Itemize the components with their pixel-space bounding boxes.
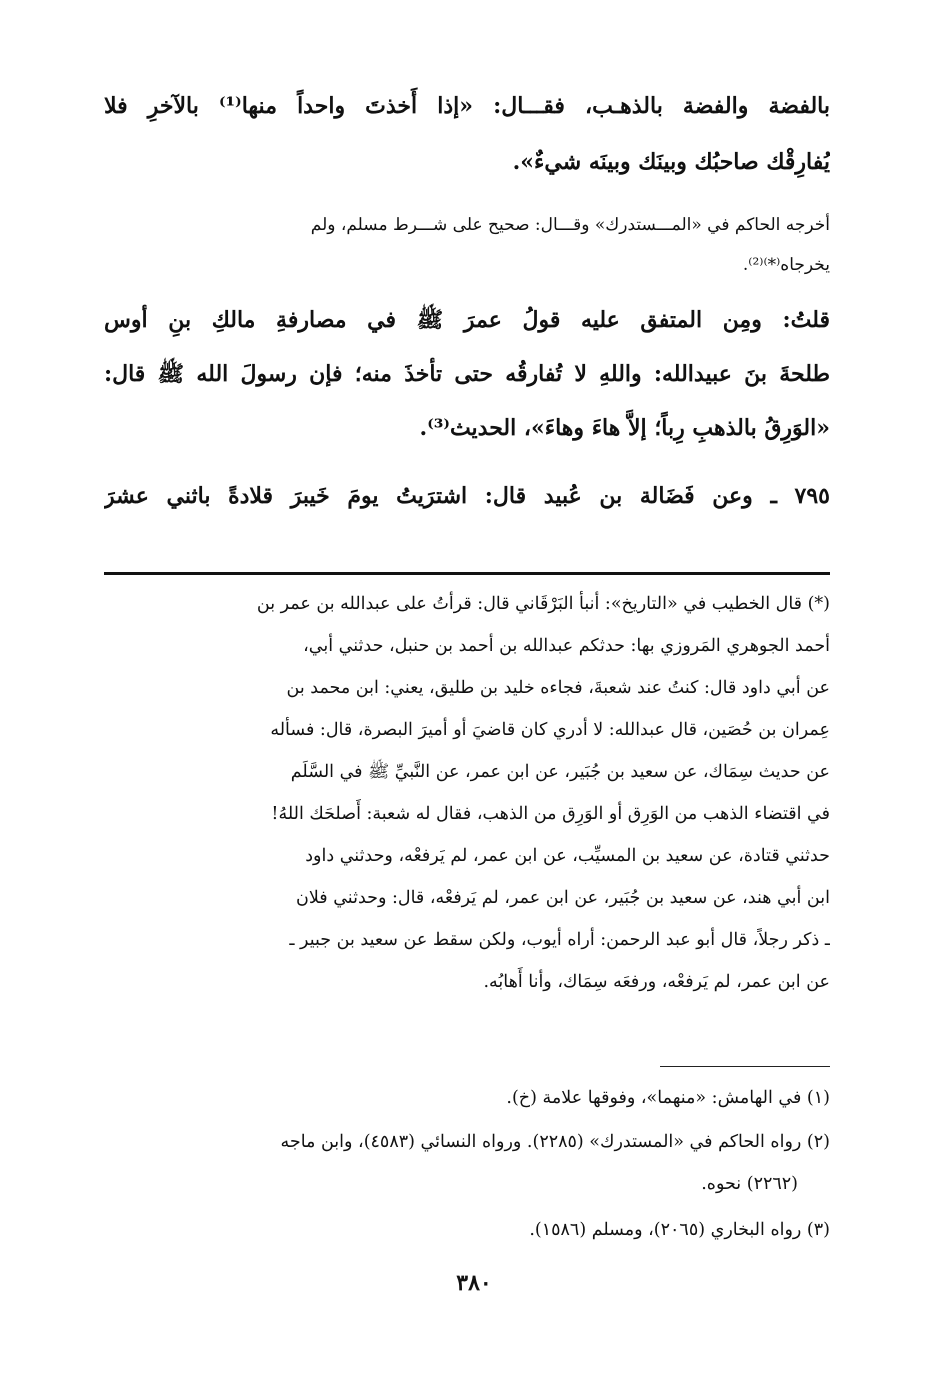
page-number: ٣٨٠ xyxy=(456,1270,492,1296)
footnote-2-continued: (٢٢٦٢) نحوه. xyxy=(701,1174,798,1194)
main-line: يُفارِقْك صاحبُك وبينَك وبينَه شيءٌ». xyxy=(512,149,830,175)
source-note xyxy=(104,206,830,286)
note-line: (*) قال الخطيب في «التاريخ»: أنبأ البَرْقَاني قال: قرأتُ على عبدالله بن عمر بن xyxy=(256,594,830,614)
section-divider xyxy=(104,572,830,575)
source-line: يخرجاه⁽*⁾⁽²⁾. xyxy=(742,255,830,275)
note-line: عن ابن عمر، لم يَرفعْه، ورفعَه سِمَاك، وأنا أَهابُه. xyxy=(483,972,830,992)
footnote-1: (١) في الهامش: «منهما»، وفوقها علامة (خ). xyxy=(506,1088,830,1108)
hadith-number-line: ٧٩٥ ـ وعن فَضَالة بن عُبيد قال: اشترَيتُ يومَ خَيبرَ قلادةً باثني عشرَ xyxy=(104,483,830,509)
note-line: عن أبي داود قال: كنتُ عند شعبةَ، فجاءه خليد بن طليق، يعني: ابن محمد بن xyxy=(286,678,830,698)
source-line: أخرجه الحاكم في «المـــستدرك» وقـــال: صحيح على شـــرط مسلم، ولم xyxy=(310,215,830,235)
main-line: بالفضة والفضة بالذهـب، فقـــال: «إذا أَخذتَ واحداً منها⁽¹⁾ بالآخرِ فلا xyxy=(104,93,830,119)
note-line: عن حديث سِمَاك، عن سعيد بن جُبَير، عن ابن عمر، عن النَّبيِّ ﷺ في السَّلَم xyxy=(290,762,830,782)
main-text xyxy=(104,78,830,206)
note-line: أحمد الجوهري المَروزي بها: حدثكم عبدالله بن أحمد بن حنبل، حدثني أبي، xyxy=(303,636,830,656)
note-line: حدثني قتادة، عن سعيد بن المسيِّب، عن ابن عمر، لم يَرفعْه، وحدثني داود xyxy=(305,846,830,866)
main-text-continued xyxy=(104,292,830,542)
note-line: عِمران بن حُصَين، قال عبدالله: لا أدري كان قاضيَ أو أميرَ البصرة، قال: فسأله xyxy=(270,720,830,740)
footnote-2: (٢) رواه الحاكم في «المستدرك» (٢٢٨٥). ورواه النسائي (٤٥٨٣)، وابن ماجه xyxy=(280,1132,830,1152)
main-line: طلحةَ بنَ عبيدالله: واللهِ لا تُفارقُه حتى تأخذَ منه؛ فإن رسولَ الله ﷺ قال: xyxy=(104,361,830,387)
note-line: في اقتضاء الذهب من الوَرِق أو الوَرِق من الذهب، فقال له شعبة: أَصلحَك اللهُ! xyxy=(271,804,830,824)
main-line: قلتُ: ومِن المتفق عليه قولُ عمرَ ﷺ في مصارفةِ مالكِ بنِ أوس xyxy=(104,307,830,333)
note-line: ـ ذكر رجلاً، قال أبو عبد الرحمن: أراه أيوب، ولكن سقط عن سعيد بن جبير ـ xyxy=(289,930,830,950)
main-line: «الوَرِقُ بالذهبِ رِباً؛ إلاَّ هاءَ وهاءَ»، الحديث⁽³⁾. xyxy=(419,415,830,441)
asterisk-note xyxy=(104,584,830,1024)
footnote-3: (٣) رواه البخاري (٢٠٦٥)، ومسلم (١٥٨٦). xyxy=(529,1220,830,1240)
footnote-divider xyxy=(660,1066,830,1067)
note-line: ابن أبي هند، عن سعيد بن جُبَير، عن ابن عمر، لم يَرفعْه، قال: وحدثني فلان xyxy=(296,888,830,908)
footnotes xyxy=(104,1078,830,1258)
